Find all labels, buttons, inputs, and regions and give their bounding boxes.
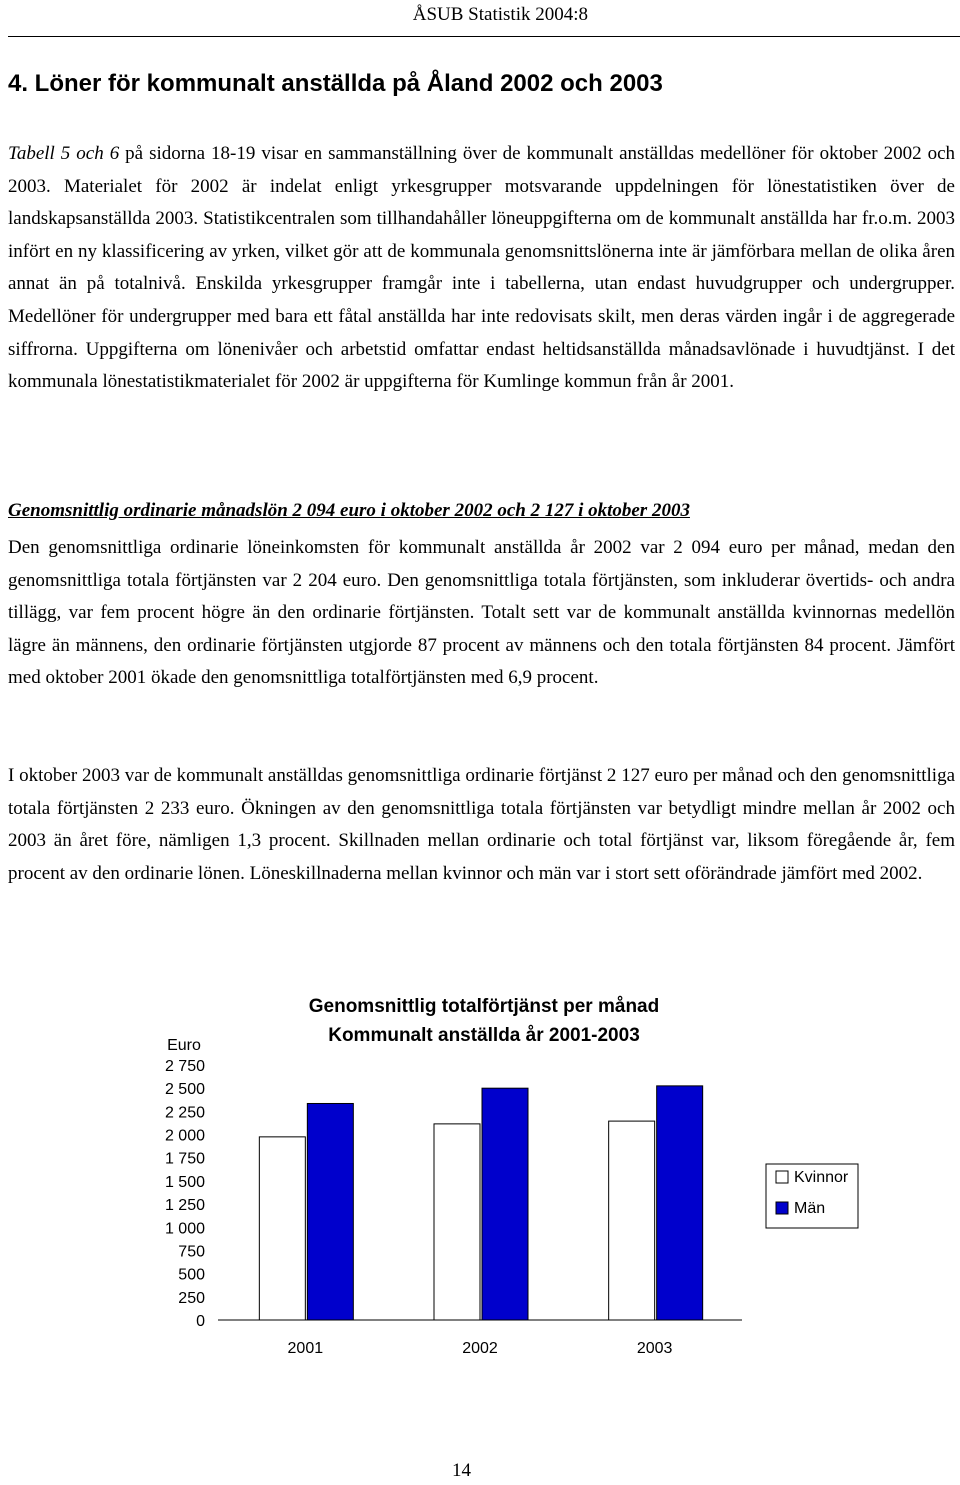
y-tick-label: 500 xyxy=(178,1266,205,1284)
y-tick-label: 1 250 xyxy=(164,1197,205,1215)
y-tick-label: 2 750 xyxy=(164,1058,205,1075)
y-axis-ticks xyxy=(165,1058,205,1330)
y-tick-label: 2 250 xyxy=(164,1104,205,1122)
y-tick-label: 2 500 xyxy=(164,1081,205,1099)
y-tick-label: 0 xyxy=(196,1313,205,1330)
bar-män-2001 xyxy=(307,1103,353,1320)
legend-label-kvinnor: Kvinnor xyxy=(794,1169,849,1186)
y-tick-label: 1 750 xyxy=(164,1150,205,1168)
paragraph-october-2003: I oktober 2003 var de kommunalt anställdas genomsnittliga ordinarie förtjänst 2 127 euro per månad och den genomsnittliga totala förtjänsten 2 233 euro. Ökningen av den genomsnittliga totala förtjänsten var betydligt mindre mellan år 2002 och 2003 än året före, nämligen 1,3 procent. Skillnaden mellan ordinarie och total förtjänst var, liksom föregående år, fem procent av den ordinarie lönen. Löneskillnaderna mellan kvinnor och män var i stort sett oförändrade jämfört med 2002. xyxy=(8,765,955,884)
x-tick-label: 2002 xyxy=(462,1340,498,1357)
x-tick-label: 2001 xyxy=(287,1340,324,1357)
running-header: ÅSUB Statistik 2004:8 xyxy=(412,4,588,25)
bar-män-2002 xyxy=(482,1088,528,1320)
bar-kvinnor-2003 xyxy=(609,1121,655,1320)
y-tick-label: 250 xyxy=(178,1289,205,1307)
bar-kvinnor-2001 xyxy=(259,1137,305,1320)
sub-heading: Genomsnittlig ordinarie månadslön 2 094 euro i oktober 2002 och 2 127 i oktober 2003 xyxy=(8,500,690,521)
paragraph-intro-text: på sidorna 18-19 visar en sammanställning över de kommunalt anställdas medellöner för oktober 2002 och 2003. Materialet för 2002 är indelat enligt yrkesgrupper motsvarande uppdelningen för lönestatistiken över de landskapsanställda 2003. Statistikcentralen som tillhandahåller löneuppgifterna om de kommunalt anställda har fr.o.m. 2003 infört en ny klassificering av yrken, vilket gör att de kommunala genomsnittslönerna inte är jämförbara mellan de olika åren annat än på totalnivå. Enskilda yrkesgrupper framgår inte i tabellerna, utan endast huvudgrupper och undergrupper. Medellöner för undergrupper med bara ett fåtal anställda har inte redovisats skilt, men deras värden ingår i de aggregerade siffrorna. Uppgifterna om lönenivåer och arbetstid omfattar endast heltidsanställda månadsavlönade i huvudtjänst. I det kommunala lönestatistikmaterialet för 2002 är uppgifterna för Kumlinge kommun från år 2001. xyxy=(8,143,956,393)
y-tick-label: 1 000 xyxy=(164,1220,205,1238)
legend-swatch-män xyxy=(776,1202,788,1214)
y-axis-label: Euro xyxy=(167,1037,201,1054)
y-tick-label: 1 500 xyxy=(164,1173,205,1191)
chart-subtitle: Kommunalt anställda år 2001-2003 xyxy=(328,1025,640,1046)
chart-title: Genomsnittlig totalförtjänst per månad xyxy=(308,996,660,1017)
x-tick-label: 2003 xyxy=(636,1340,673,1357)
legend-label-män: Män xyxy=(794,1200,826,1217)
page-number: 14 xyxy=(452,1460,471,1481)
bar-kvinnor-2002 xyxy=(434,1124,480,1320)
table-reference: Tabell 5 och 6 xyxy=(8,143,120,164)
legend xyxy=(766,1164,858,1228)
bars xyxy=(259,1086,702,1320)
legend-swatch-kvinnor xyxy=(776,1171,788,1183)
y-tick-label: 2 000 xyxy=(164,1127,205,1145)
salary-bar-chart xyxy=(0,980,960,1380)
bar-män-2003 xyxy=(657,1086,703,1320)
section-heading: 4. Löner för kommunalt anställda på Åland 2002 och 2003 xyxy=(8,70,663,97)
x-axis-ticks xyxy=(288,1340,673,1357)
paragraph-ordinary-salary: Den genomsnittliga ordinarie löneinkomsten för kommunalt anställda år 2002 var 2 094 euro per månad, medan den genomsnittliga totala förtjänsten var 2 204 euro. Den genomsnittliga totala förtjänsten, som inkluderar övertids- och andra tillägg, var fem procent högre än den ordinarie förtjänsten. Totalt sett var de kommunalt anställda kvinnornas medellön lägre än männens, den ordinarie förtjänsten utgjorde 87 procent av männens och den totala förtjänsten 84 procent. Jämfört med oktober 2001 ökade den genomsnittliga totalförtjänsten med 6,9 procent. xyxy=(8,537,955,689)
header-rule xyxy=(8,36,960,37)
paragraph-intro xyxy=(8,138,955,399)
y-tick-label: 750 xyxy=(178,1243,205,1261)
